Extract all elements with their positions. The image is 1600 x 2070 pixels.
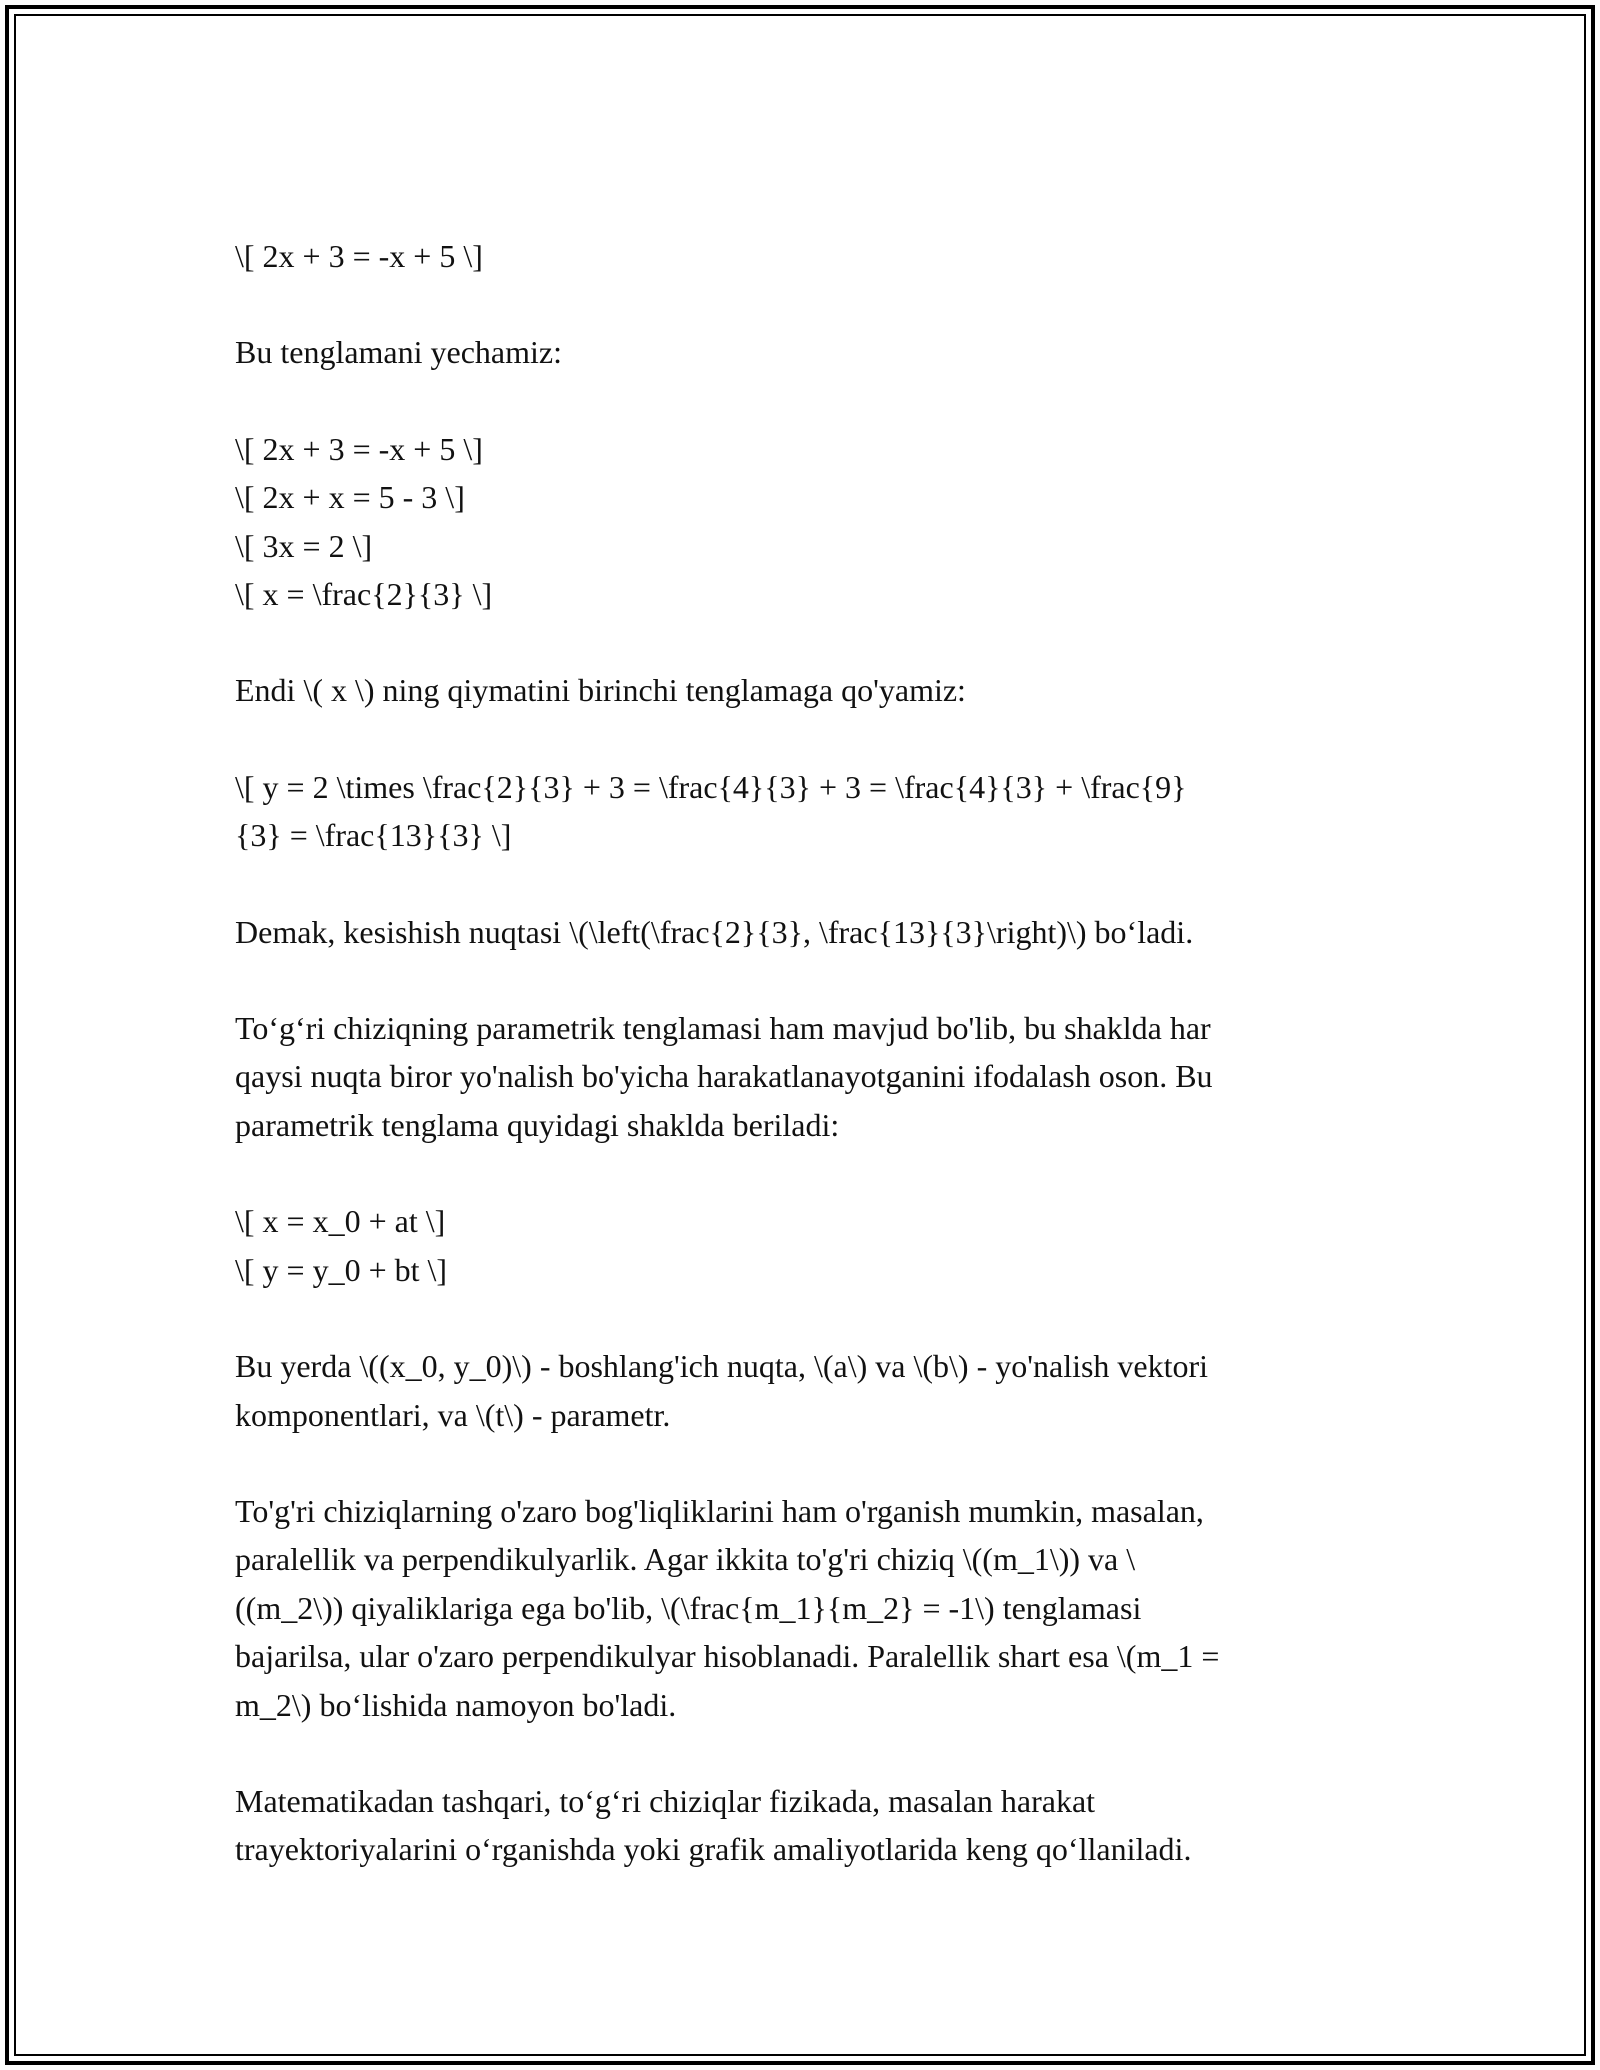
document-body — [235, 232, 1375, 1874]
equation-steps — [235, 425, 1375, 619]
text-line: paralellik va perpendikulyarlik. Agar ikkita to'g'ri chiziq \((m_1\)) va \ — [235, 1541, 1136, 1578]
text-line: \[ x = x_0 + at \] — [235, 1203, 446, 1240]
equation-paragraph — [235, 763, 1375, 860]
text-paragraph — [235, 1004, 1375, 1149]
text-line: \[ x = \frac{2}{3} \] — [235, 576, 493, 613]
text-line: ((m_2\)) qiyaliklariga ega bo'lib, \(\frac{m_1}{m_2} = -1\) tenglamasi — [235, 1589, 1142, 1626]
text-line: \[ 3x = 2 \] — [235, 527, 373, 564]
text-paragraph — [235, 328, 1375, 376]
text-line: Bu yerda \((x_0, y_0)\) - boshlang'ich nuqta, \(a\) va \(b\) - yo'nalish vektori — [235, 1348, 1209, 1385]
text-paragraph — [235, 1487, 1375, 1729]
text-line: \[ 2x + x = 5 - 3 \] — [235, 479, 465, 516]
text-paragraph — [235, 1777, 1375, 1874]
text-line: bajarilsa, ular o'zaro perpendikulyar hisoblanadi. Paralellik shart esa \(m_1 = — [235, 1638, 1220, 1675]
text-line: Bu tenglamani yechamiz: — [235, 334, 562, 371]
text-paragraph — [235, 1342, 1375, 1439]
text-line: Endi \( x \) ning qiymatini birinchi tenglamaga qo'yamiz: — [235, 672, 966, 709]
text-line: m_2\) bo‘lishida namoyon bo'ladi. — [235, 1686, 677, 1723]
text-line: \[ 2x + 3 = -x + 5 \] — [235, 238, 483, 274]
text-line: \[ y = 2 \times \frac{2}{3} + 3 = \frac{4}{3} + 3 = \frac{4}{3} + \frac{9} — [235, 768, 1187, 805]
equation-paragraph — [235, 232, 1375, 280]
text-line: komponentlari, va \(t\) - parametr. — [235, 1396, 671, 1433]
text-line: qaysi nuqta biror yo'nalish bo'yicha harakatlanayotganini ifodalash oson. Bu — [235, 1058, 1213, 1095]
equation-steps — [235, 1197, 1375, 1294]
text-line: \[ 2x + 3 = -x + 5 \] — [235, 430, 483, 467]
text-line: \[ y = y_0 + bt \] — [235, 1251, 448, 1288]
text-paragraph — [235, 908, 1375, 956]
text-line: Demak, kesishish nuqtasi \(\left(\frac{2}{3}, \frac{13}{3}\right)\) bo‘ladi. — [235, 913, 1194, 950]
text-line: parametrik tenglama quyidagi shaklda beriladi: — [235, 1106, 840, 1143]
text-line: {3} = \frac{13}{3} \] — [235, 817, 512, 854]
text-line: To'g'ri chiziqlarning o'zaro bog'liqliklarini ham o'rganish mumkin, masalan, — [235, 1492, 1204, 1529]
text-line: Matematikadan tashqari, to‘g‘ri chiziqlar fizikada, masalan harakat — [235, 1782, 1096, 1819]
text-paragraph — [235, 666, 1375, 714]
text-line: To‘g‘ri chiziqning parametrik tenglamasi ham mavjud bo'lib, bu shaklda har — [235, 1010, 1211, 1047]
text-line: trayektoriyalarini o‘rganishda yoki grafik amaliyotlarida keng qo‘llaniladi. — [235, 1831, 1192, 1868]
